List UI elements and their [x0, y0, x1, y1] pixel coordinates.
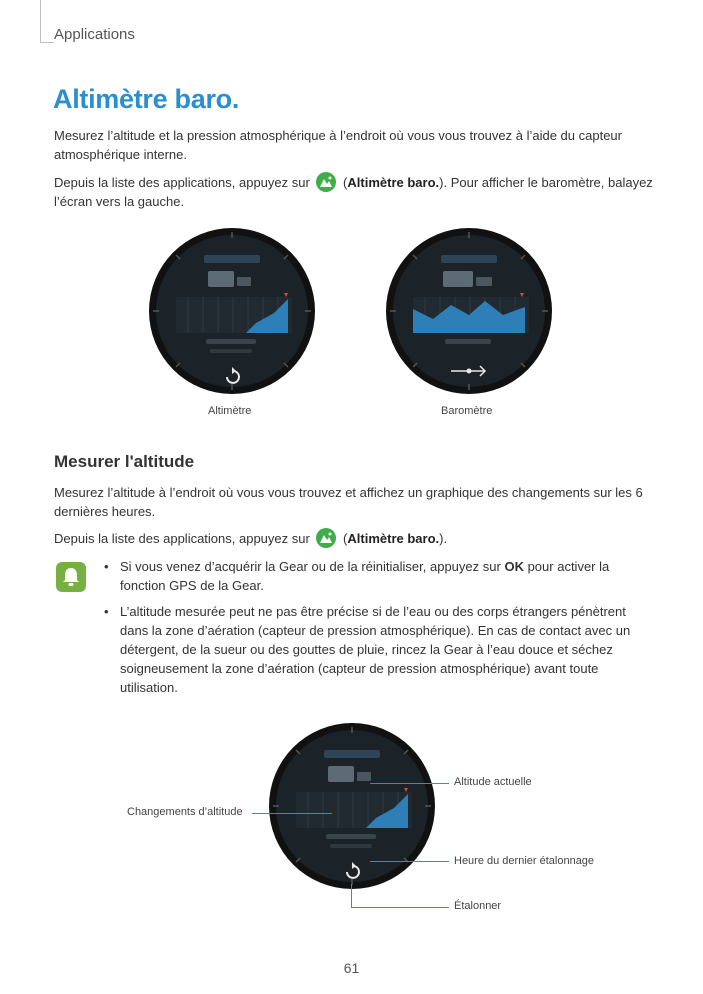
note-bullet-1	[104, 557, 644, 597]
section2-p2-after: .	[443, 531, 448, 546]
altimeter-caption: Altimètre	[208, 405, 252, 417]
altimeter-app-icon	[316, 528, 336, 548]
altimeter-detail-watch-image	[268, 722, 436, 890]
callout-line-current-altitude	[370, 783, 449, 784]
running-head: Applications	[54, 26, 135, 43]
note-bullet-1-after: pour activer la fonction GPS de la Gear.	[120, 559, 610, 593]
callout-line-calibrate-vertical	[351, 884, 352, 907]
altimeter-app-icon	[316, 172, 336, 192]
callout-line-calibrate-horizontal	[351, 907, 449, 908]
note-bullet-2-text: L’altitude mesurée peut ne pas être précise si de l’eau ou des corps étrangers pénètrent dans la zone d’aération (capteur de pression atmosphérique). En cas de contact avec un détergent, de la sueur ou des gouttes de pluie, rincez la Gear à l’eau douce et séchez soigneusement la zone d’aération (capteur de pression atmosphérique) avant toute utilisation.	[120, 604, 631, 695]
bullet-dot: •	[104, 559, 109, 574]
section-heading: Mesurer l'altitude	[54, 452, 195, 471]
callout-line-last-calibration	[370, 861, 449, 862]
note-bullet-1-before: Si vous venez d’acquérir la Gear ou de la réinitialiser, appuyez sur	[120, 559, 501, 574]
section2-p2-app-name: Altimètre baro.	[347, 531, 440, 546]
callout-calibrate: Étalonner	[454, 900, 502, 912]
section2-paragraph-1: Mesurez l’altitude à l’endroit où vous vous trouvez et affichez un graphique des changements sur les 6 dernières heures.	[54, 485, 643, 519]
callout-line-altitude-changes	[252, 813, 332, 814]
barometer-caption: Baromètre	[441, 405, 493, 417]
note-bell-icon	[56, 562, 86, 592]
intro-paragraph-1: Mesurez l’altitude et la pression atmosphérique à l’endroit où vous vous trouvez à l’aide du capteur atmosphérique interne.	[54, 128, 622, 162]
altimeter-watch-image	[148, 227, 316, 395]
note-bullet-2	[104, 602, 644, 702]
intro-p2-before: Depuis la liste des applications, appuyez sur	[54, 175, 310, 190]
callout-altitude-changes: Changements d’altitude	[127, 806, 243, 818]
section2-p2-before: Depuis la liste des applications, appuyez sur	[54, 531, 310, 546]
intro-p2-after: . Pour afficher le baromètre, balayez l’écran vers la gauche.	[54, 175, 653, 209]
page-number: 61	[343, 960, 360, 976]
page-title: Altimètre baro.	[53, 84, 240, 114]
note-bullet-1-bold: OK	[504, 559, 524, 574]
bullet-dot: •	[104, 604, 109, 619]
corner-mark-vertical	[40, 0, 41, 42]
callout-current-altitude: Altitude actuelle	[454, 776, 532, 788]
corner-mark-horizontal	[40, 42, 54, 43]
barometer-watch-image	[385, 227, 553, 395]
note-bullet-1-text	[120, 557, 644, 595]
section2-paragraph-2: Depuis la liste des applications, appuyez sur (Altimètre baro.).	[54, 528, 654, 548]
callout-last-calibration: Heure du dernier étalonnage	[454, 855, 595, 867]
intro-p2-app-name: Altimètre baro.	[347, 175, 440, 190]
intro-paragraph-2: Depuis la liste des applications, appuyez sur (Altimètre baro.). Pour afficher le baromètre, balayez l’écran vers la gauche.	[54, 172, 654, 211]
